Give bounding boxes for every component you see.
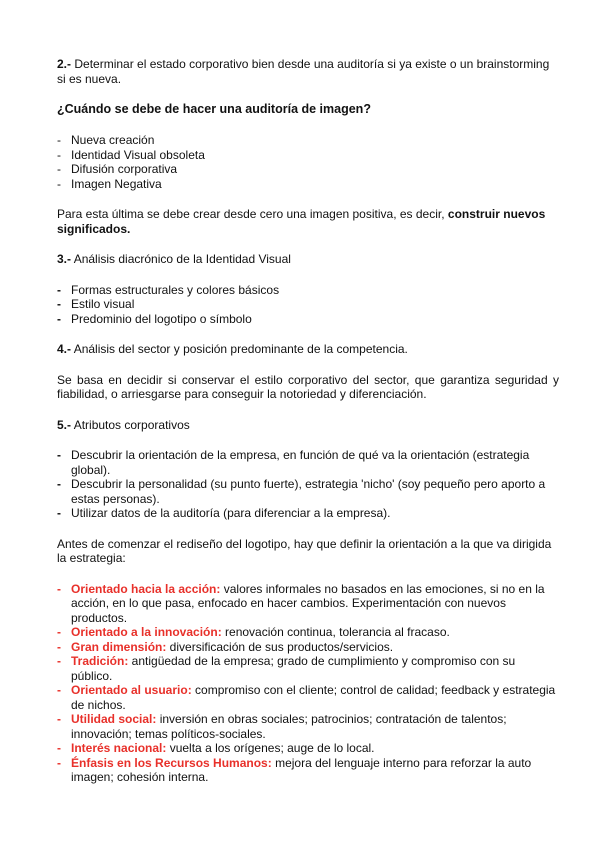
orientation-list <box>57 582 559 785</box>
list-item: - Imagen Negativa <box>57 176 162 191</box>
list-item: - Difusión corporativa <box>57 162 178 176</box>
list-item: - Tradición: antigüedad de la empresa; grado de cumplimiento y compromiso con su público. <box>57 654 516 683</box>
dash-bullet: - <box>57 311 61 326</box>
list-item: - Descubrir la orientación de la empresa, en función de qué va la orientación (estrategia global). <box>57 448 530 477</box>
list-item: - Orientado hacia la acción: valores informales no basados en las emociones, si no en la acción, en lo que pasa, enfocado en hacer cambios. Experimentación con nuevos productos. <box>57 581 545 625</box>
dash-bullet: - <box>57 741 61 755</box>
dash-bullet: - <box>57 639 61 654</box>
dash-bullet: - <box>57 176 61 191</box>
list-item: - Gran dimensión: diversificación de sus productos/servicios. <box>57 639 394 654</box>
list-item: - Orientado al usuario: compromiso con el cliente; control de calidad; feedback y estrategia de nichos. <box>57 683 556 712</box>
list-item: - Interés nacional: vuelta a los orígenes; auge de lo local. <box>57 741 375 755</box>
orientation-label: Énfasis en los Recursos Humanos: <box>71 755 272 770</box>
orientation-label: Orientado al usuario: <box>71 683 192 697</box>
list-item: - Utilidad social: inversión en obras sociales; patrocinios; contratación de talentos; innovación; temas políticos-sociales. <box>57 712 507 741</box>
dash-bullet: - <box>57 147 61 162</box>
dash-bullet: - <box>57 654 61 668</box>
dash-bullet: - <box>57 683 61 697</box>
section-3: 3.- Análisis diacrónico de la Identidad Visual <box>57 252 291 266</box>
section-5-list <box>57 448 559 521</box>
dash-bullet: - <box>57 712 61 726</box>
dash-bullet: - <box>57 506 61 520</box>
section-2-number: 2.- <box>57 57 72 71</box>
paragraph-sector: Se basa en decidir si conservar el estilo corporativo del sector, que garantiza seguridad y fiabilidad, o arriesgarse para conseguir la notoriedad y diferenciación. <box>57 372 559 401</box>
audit-question-heading: ¿Cuándo se debe de hacer una auditoría de imagen? <box>57 102 371 116</box>
orientation-label: Orientado hacia la acción: <box>71 581 221 596</box>
orientation-label: Tradición: <box>71 654 129 668</box>
section-4-number: 4.- <box>57 342 72 356</box>
audit-reasons-list <box>57 133 559 191</box>
list-item: - Formas estructurales y colores básicos <box>57 282 280 297</box>
section-3-number: 3.- <box>57 252 72 266</box>
list-item: - Utilizar datos de la auditoría (para diferenciar a la empresa). <box>57 506 391 520</box>
dash-bullet: - <box>57 448 61 462</box>
paragraph-negative-image: Para esta última se debe crear desde cero una imagen positiva, es decir, construir nuevos significados. <box>57 207 546 236</box>
orientation-label: Orientado a la innovación: <box>71 625 222 639</box>
dash-bullet: - <box>57 282 61 297</box>
section-3-list <box>57 283 559 327</box>
orientation-label: Interés nacional: <box>71 741 167 755</box>
list-item: - Predominio del logotipo o símbolo <box>57 311 252 326</box>
dash-bullet: - <box>57 477 61 491</box>
list-item: - Énfasis en los Recursos Humanos: mejora del lenguaje interno para reforzar la auto imagen; cohesión interna. <box>57 755 532 784</box>
section-4: 4.- Análisis del sector y posición predominante de la competencia. <box>57 342 408 356</box>
section-5: 5.- Atributos corporativos <box>57 417 190 432</box>
dash-bullet: - <box>57 581 61 596</box>
orientation-label: Gran dimensión: <box>71 639 167 654</box>
dash-bullet: - <box>57 133 61 147</box>
dash-bullet: - <box>57 162 61 176</box>
orientation-label: Utilidad social: <box>71 712 157 726</box>
dash-bullet: - <box>57 755 61 770</box>
list-item: - Descubrir la personalidad (su punto fuerte), estrategia 'nicho' (soy pequeño pero aporto a estas personas). <box>57 477 546 506</box>
section-2 <box>57 57 559 86</box>
list-item: - Orientado a la innovación: renovación continua, tolerancia al fracaso. <box>57 625 450 639</box>
list-item: - Estilo visual <box>57 297 135 311</box>
section-5-number: 5.- <box>57 417 72 432</box>
dash-bullet: - <box>57 297 61 311</box>
list-item: - Nueva creación <box>57 133 155 147</box>
dash-bullet: - <box>57 625 61 639</box>
section-2-text: Determinar el estado corporativo bien desde una auditoría si ya existe o un brainstorming si es nueva. <box>57 57 550 86</box>
list-item: - Identidad Visual obsoleta <box>57 147 205 162</box>
paragraph-logo-redesign: Antes de comenzar el rediseño del logotipo, hay que definir la orientación a la que va dirigida la estrategia: <box>57 536 552 565</box>
